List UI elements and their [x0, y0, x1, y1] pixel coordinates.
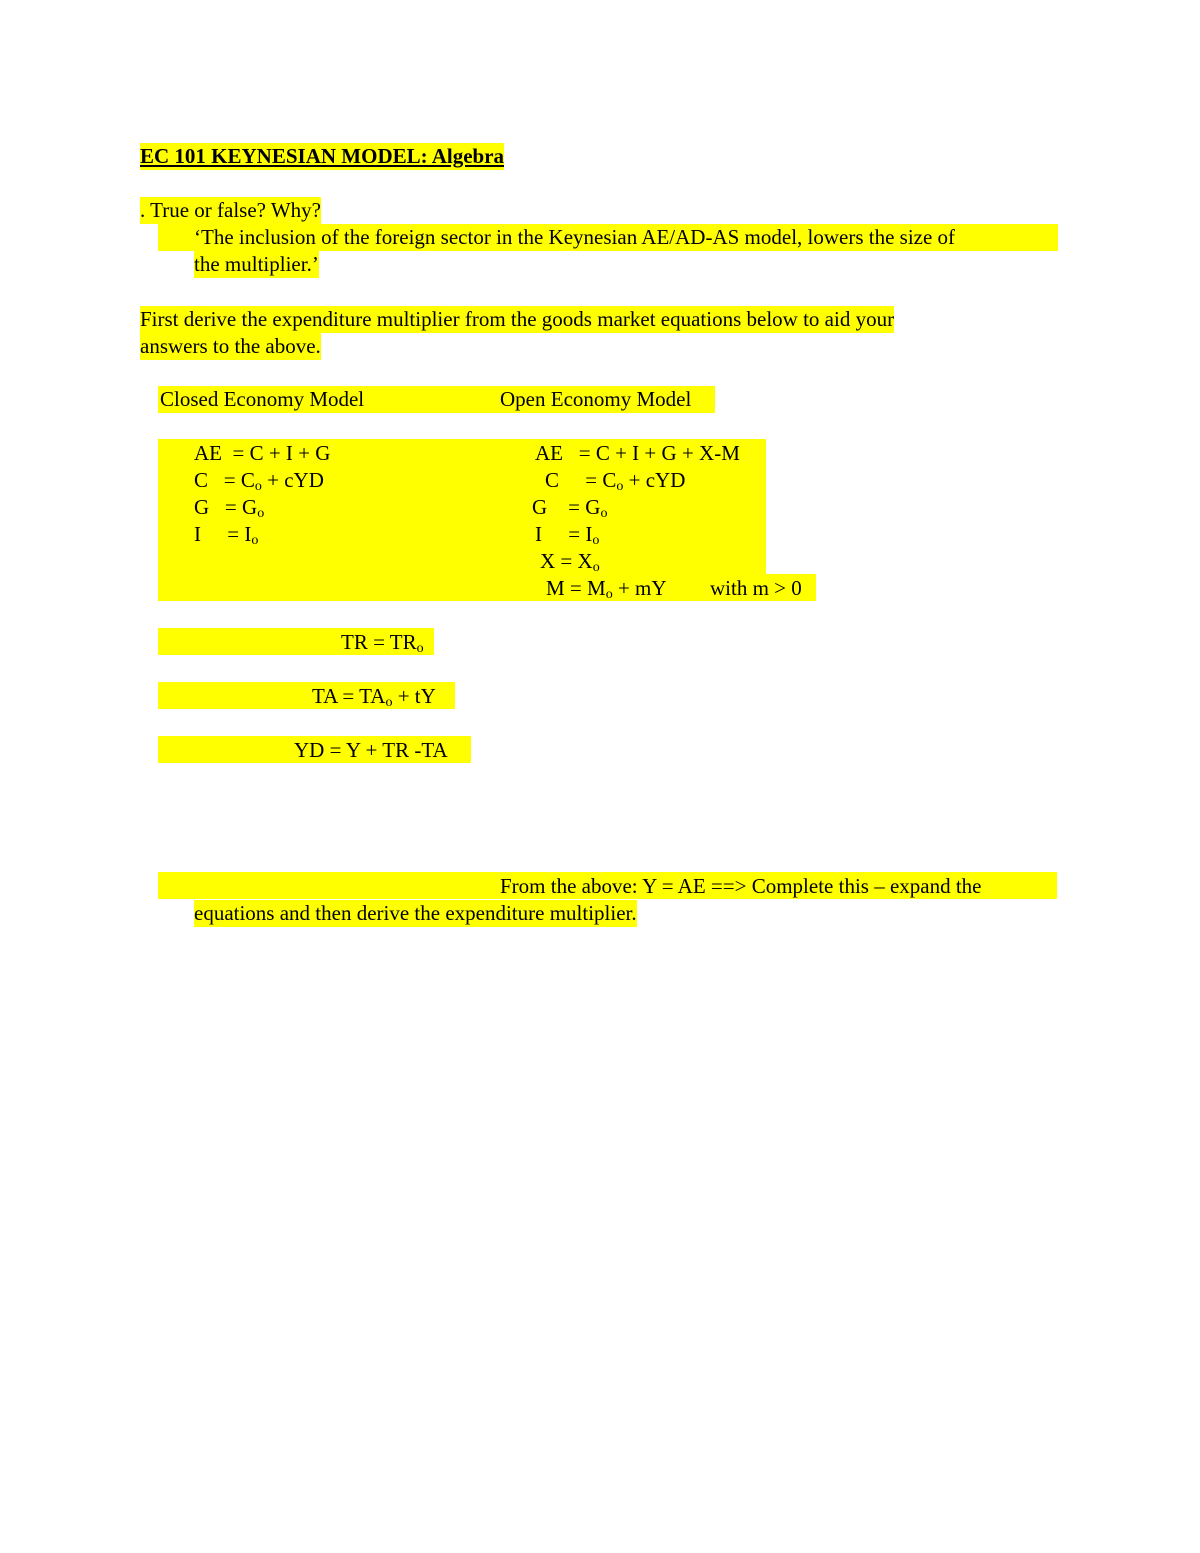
open-eq-g: G = $G_o$ — [532, 495, 608, 521]
question-prompt: . True or false? Why? — [140, 198, 321, 222]
open-eq-i: I = $I_o$ — [535, 522, 600, 548]
open-eq-x: $X = X_o$ — [540, 549, 600, 575]
task-line-1: From the above: Y = AE ==> Complete this – expand the — [500, 874, 982, 898]
quote-line-1: ‘The inclusion of the foreign sector in the Keynesian AE/AD-AS model, lowers the size of — [194, 225, 956, 249]
instruction-line-2: answers to the above. — [140, 334, 321, 358]
quote-line-2: the multiplier.’ — [194, 252, 319, 276]
closed-eq-i: I = $I_o$ — [194, 522, 259, 548]
closed-eq-g: $G = G_o$ — [194, 495, 265, 521]
eq-tr: TR = $TR_o$ — [341, 630, 424, 656]
open-eq-m: $M = M_o$ + mY — [546, 576, 667, 602]
closed-model-heading: Closed Economy Model — [160, 387, 365, 411]
eq-yd: YD = Y + TR -TA — [294, 738, 448, 762]
page-title: EC 101 KEYNESIAN MODEL: Algebra — [140, 144, 505, 168]
instruction-line-1: First derive the expenditure multiplier from the goods market equations below to aid your — [140, 307, 895, 331]
open-model-heading: Open Economy Model — [500, 387, 692, 411]
open-eq-m-note: with m > 0 — [710, 576, 802, 600]
open-eq-ae: AE = C + I + G + X-M — [535, 441, 740, 465]
open-eq-c: C = $C_o$ + cYD — [545, 468, 686, 494]
eq-ta: TA = $TA_o$ + tY — [312, 684, 436, 710]
closed-eq-c: $C = C_o$ + cYD — [194, 468, 324, 494]
task-line-2: equations and then derive the expenditure multiplier. — [194, 901, 637, 925]
closed-eq-ae: AE = C + I + G — [194, 441, 331, 465]
